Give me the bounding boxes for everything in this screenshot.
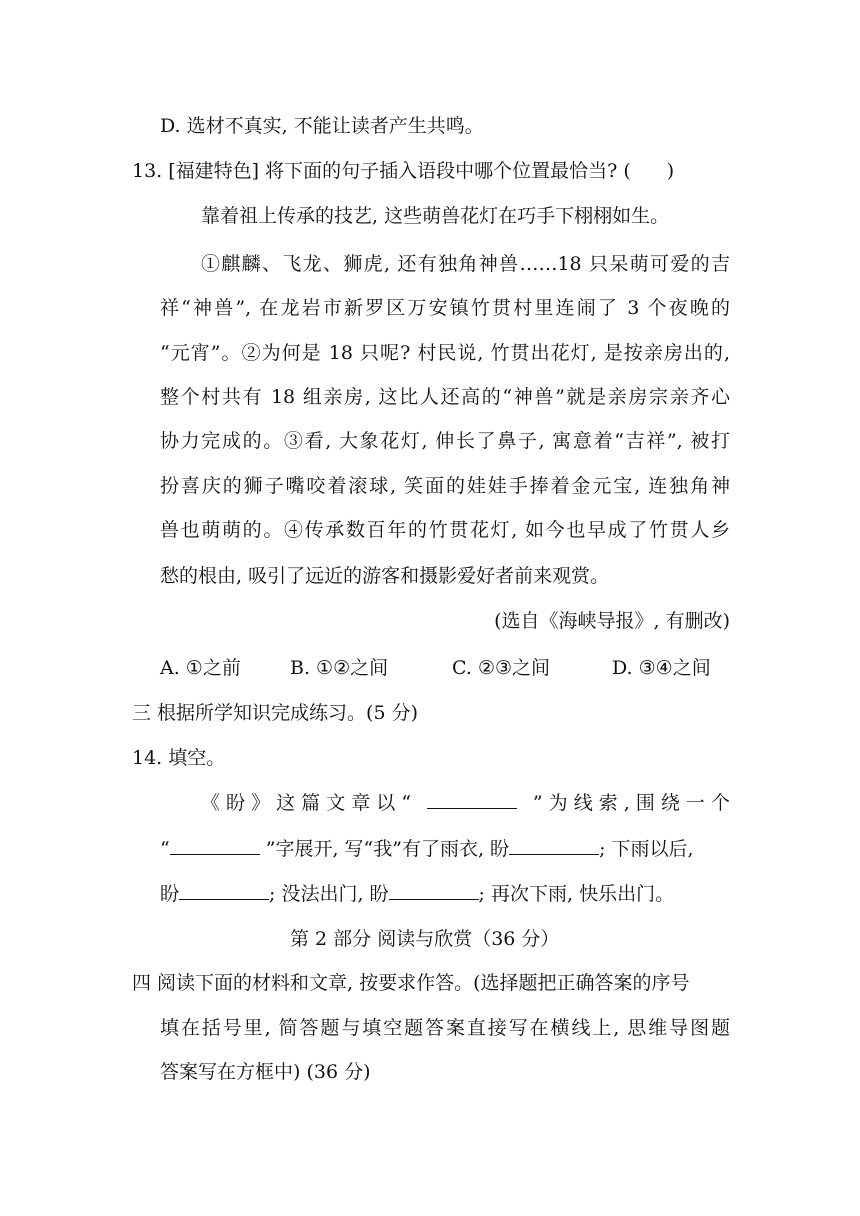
q14-line3-end: ; 再次下雨, 快乐出门。	[478, 883, 675, 905]
section-4-line-3: 答案写在方框中) (36 分)	[160, 1061, 371, 1083]
q13-passage-line-7: 兽也萌萌的。④传承数百年的竹贯花灯, 如今也早成了竹贯人乡	[160, 519, 730, 541]
q14-line-1	[201, 790, 730, 816]
q14-blank-3[interactable]	[509, 836, 599, 855]
part-2-heading: 第 2 部分 阅读与欣赏（36 分）	[290, 928, 560, 950]
q14-line1-prefix: 《 盼 》 这 篇 文 章 以 “	[201, 792, 412, 814]
q13-passage-line-8: 愁的根由, 吸引了远近的游客和摄影爱好者前来观赏。	[160, 565, 610, 587]
q14-line3-middle: ; 没法出门, 盼	[269, 883, 389, 905]
q13-option-d[interactable]: D. ③④之间	[612, 657, 711, 679]
q14-line2-end: ; 下雨以后,	[599, 838, 694, 860]
q13-option-b[interactable]: B. ①②之间	[290, 657, 389, 679]
q14-line3-start: 盼	[160, 883, 180, 905]
q13-passage-line-4: 整个村共有 18 组亲房, 这比人还高的“神兽”就是亲房宗亲齐心	[160, 386, 730, 408]
q13-insert-sentence: 靠着祖上传承的技艺, 这些萌兽花灯在巧手下栩栩如生。	[201, 205, 670, 227]
q14-blank-5[interactable]	[389, 881, 479, 900]
q13-passage-line-6: 扮喜庆的狮子嘴咬着滚球, 笑面的娃娃手捧着金元宝, 连独角神	[160, 475, 730, 497]
section-4-line-2: 填在括号里, 简答题与填空题答案直接写在横线上, 思维导图题	[160, 1017, 730, 1039]
q13-stem-close: )	[666, 160, 675, 182]
q14-blank-2[interactable]	[170, 836, 260, 855]
q14-line-3	[160, 881, 674, 907]
q13-option-a[interactable]: A. ①之前	[160, 657, 241, 679]
q13-passage-line-5: 协力完成的。③看, 大象花灯, 伸长了鼻子, 寓意着“吉祥”, 被打	[160, 430, 730, 452]
section-3-heading: 三 根据所学知识完成练习。(5 分)	[132, 702, 418, 724]
q14-stem: 14. 填空。	[132, 747, 226, 769]
q14-line1-suffix: ” 为 线 索 , 围 绕 一 个	[532, 792, 730, 814]
q14-line-2	[160, 836, 694, 862]
q13-passage-line-2: 祥“神兽”, 在龙岩市新罗区万安镇竹贯村里连闹了 3 个夜晚的	[160, 297, 730, 319]
q14-blank-4[interactable]	[179, 881, 269, 900]
q13-passage-line-1: ①麒麟、飞龙、狮虎, 还有独角神兽……18 只呆萌可爱的吉	[201, 253, 730, 275]
q13-option-c[interactable]: C. ②③之间	[452, 657, 551, 679]
q13-stem-text: 13. [福建特色] 将下面的句子插入语段中哪个位置最恰当? (	[132, 160, 631, 182]
q13-passage-line-3: “元宵”。②为何是 18 只呢? 村民说, 竹贯出花灯, 是按亲房出的,	[160, 342, 730, 364]
q14-line2-middle: ”字展开, 写“我”有了雨衣, 盼	[259, 838, 510, 860]
q14-line2-open-quote: “	[160, 838, 170, 860]
q13-stem	[132, 158, 674, 184]
q14-blank-1[interactable]	[427, 790, 517, 809]
q13-source: (选自《海峡导报》, 有删改)	[494, 610, 730, 632]
q12-option-d: D. 选材不真实, 不能让读者产生共鸣。	[160, 115, 484, 137]
section-4-line-1: 四 阅读下面的材料和文章, 按要求作答。(选择题把正确答案的序号	[132, 972, 690, 994]
